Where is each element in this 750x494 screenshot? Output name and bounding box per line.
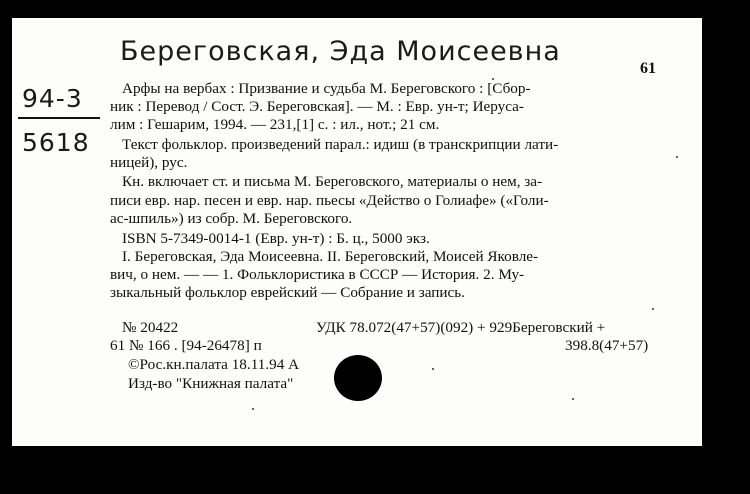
ink-blot — [334, 355, 382, 401]
scan-speck — [492, 78, 494, 80]
book-chamber-number: 61 № 166 . [94-26478] п — [110, 337, 262, 354]
publisher-line: Изд-во "Книжная палата" — [128, 375, 294, 392]
text-line: I. Береговская, Эда Моисеевна. II. Береговский, Моисей Яковле- — [122, 248, 539, 265]
text-line: ник : Перевод / Сост. Э. Береговская]. — М. : Евр. ун-т; Иеруса- — [110, 98, 524, 115]
text-line: ас-шпиль») из собр. М. Береговского. — [110, 210, 353, 227]
catalog-card — [12, 18, 702, 446]
scan-speck — [432, 368, 434, 370]
text-line: вич, о нем. — — 1. Фольклористика в СССР — История. 2. Му- — [110, 266, 525, 283]
text-line: Арфы на вербах : Призвание и судьба М. Береговского : [Сбор- — [122, 80, 531, 97]
scan-speck — [652, 308, 654, 310]
call-number-top: 94-3 — [22, 84, 83, 113]
text-line: зыкальный фольклор еврейский — Собрание и запись. — [110, 284, 465, 301]
copyright-line: ©Рос.кн.палата 18.11.94 А — [128, 356, 300, 373]
text-line: Кн. включает ст. и письма М. Береговского, материалы о нем, за- — [122, 173, 543, 190]
handwritten-heading: Береговская, Эда Моисеевна — [120, 36, 561, 67]
isbn-line: ISBN 5-7349-0014-1 (Евр. ун-т) : Б. ц., 5000 экз. — [122, 230, 430, 247]
udc-continuation: 398.8(47+57) — [565, 337, 649, 354]
record-number: № 20422 — [122, 319, 179, 336]
udc-line: УДК 78.072(47+57)(092) + 929Береговский + — [316, 319, 606, 336]
text-line: Текст фольклор. произведений парал.: идиш (в транскрипции лати- — [122, 136, 559, 153]
scan-speck — [572, 398, 574, 400]
text-line: лим : Гешарим, 1994. — 231,[1] с. : ил., нот.; 21 см. — [110, 116, 440, 133]
call-number-divider — [18, 117, 100, 119]
text-line: ницей), рус. — [110, 154, 188, 171]
page-number: 61 — [640, 60, 656, 77]
call-number-bottom: 5618 — [22, 128, 90, 157]
text-line: писи евр. нар. песен и евр. нар. пьесы «Действо о Голиафе» («Голи- — [110, 192, 549, 209]
scan-speck — [252, 408, 254, 410]
scan-speck — [676, 156, 678, 158]
